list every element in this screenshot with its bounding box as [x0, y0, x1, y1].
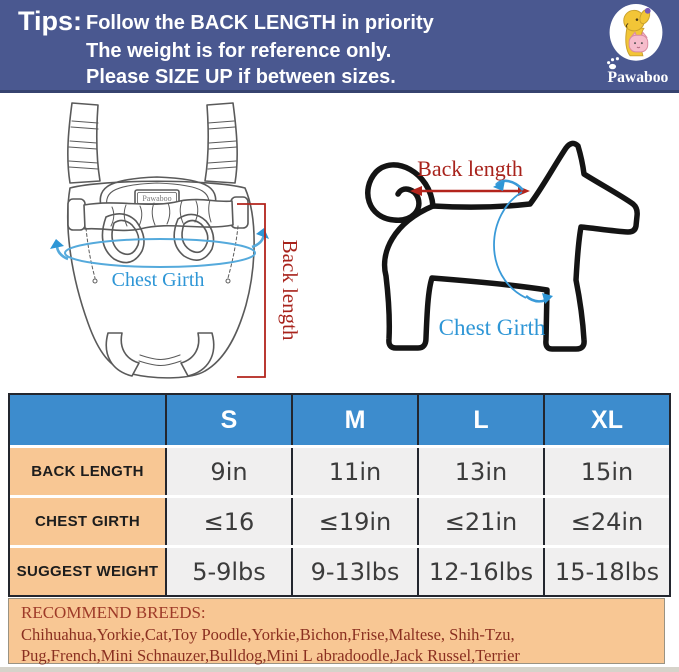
bottom-edge-strip — [0, 667, 679, 672]
table-row-chest-girth — [10, 498, 669, 545]
logo-paw-icon — [607, 57, 619, 69]
dog-back-length-label: Back length — [417, 156, 523, 181]
recommend-breeds-box — [8, 598, 665, 664]
tips-banner — [0, 0, 679, 93]
carrier-back-length-label: Back length — [278, 239, 302, 341]
header-cell-size-l: L — [417, 395, 543, 445]
table-cell: ≤19in — [291, 498, 417, 545]
measurement-diagrams — [0, 93, 679, 393]
carrier-chest-girth-label: Chest Girth — [111, 269, 205, 291]
logo-brand-text: Pawaboo — [607, 69, 669, 87]
table-cell: 11in — [291, 448, 417, 495]
carrier-tag-text: Pawaboo — [142, 194, 172, 203]
table-cell: 9in — [165, 448, 291, 495]
size-table-header-row — [10, 395, 669, 445]
header-cell-size-m: M — [291, 395, 417, 445]
pawaboo-logo — [600, 2, 672, 92]
header-cell-size-s: S — [165, 395, 291, 445]
table-cell: 9-13lbs — [291, 548, 417, 595]
recommend-breeds-title: RECOMMEND BREEDS: — [21, 603, 206, 622]
carrier-diagram — [40, 93, 310, 393]
table-row-suggest-weight — [10, 548, 669, 595]
table-cell: 12-16lbs — [417, 548, 543, 595]
row-label: SUGGEST WEIGHT — [10, 548, 165, 595]
breeds-list-line-2: Pug,French,Mini Schnauzer,Bulldog,Mini L abradoodle,Jack Russel,Terrier — [21, 646, 520, 665]
dog-chest-girth-label: Chest Girth — [438, 315, 546, 340]
table-cell: ≤16 — [165, 498, 291, 545]
table-row-back-length — [10, 448, 669, 495]
tips-line-1: Follow the BACK LENGTH in priority — [86, 12, 434, 34]
table-cell: 5-9lbs — [165, 548, 291, 595]
breeds-list-line-1: Chihuahua,Yorkie,Cat,Toy Poodle,Yorkie,Bichon,Frise,Maltese, Shih-Tzu, — [21, 625, 515, 644]
header-cell-empty — [10, 395, 165, 445]
header-cell-size-xl: XL — [543, 395, 669, 445]
size-table — [8, 393, 671, 597]
tips-label: Tips: — [18, 6, 83, 36]
table-cell: 13in — [417, 448, 543, 495]
dog-diagram — [338, 128, 678, 378]
table-cell: 15-18lbs — [543, 548, 669, 595]
tips-line-2: The weight is for reference only. — [86, 40, 392, 62]
tips-line-3: Please SIZE UP if between sizes. — [86, 66, 396, 88]
row-label: BACK LENGTH — [10, 448, 165, 495]
table-cell: ≤24in — [543, 498, 669, 545]
table-cell: 15in — [543, 448, 669, 495]
row-label: CHEST GIRTH — [10, 498, 165, 545]
table-cell: ≤21in — [417, 498, 543, 545]
